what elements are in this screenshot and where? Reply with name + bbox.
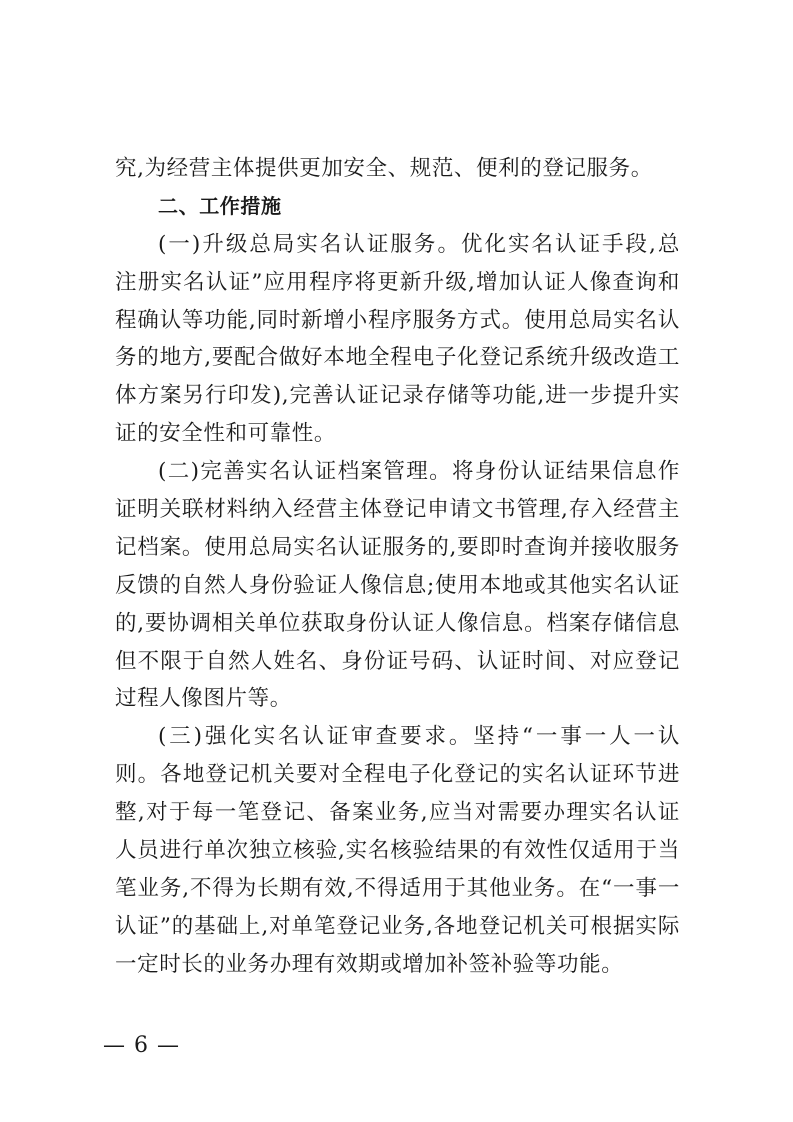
paragraph-line: 程确认等功能,同时新增小程序服务方式。使用总局实名认 — [115, 307, 680, 333]
paragraph-line: 过程人像图片等。 — [115, 686, 292, 712]
paragraph-line: 证的安全性和可靠性。 — [115, 421, 337, 447]
paragraph-line: 记档案。使用总局实名认证服务的,要即时查询并接收服务 — [115, 534, 680, 560]
page-number: — 6 — — [103, 1033, 180, 1058]
paragraph-line: 究,为经营主体提供更加安全、规范、便利的登记服务。 — [115, 156, 653, 181]
paragraph-line: 证明关联材料纳入经营主体登记申请文书管理,存入经营主 — [115, 497, 680, 523]
paragraph-line: (一)升级总局实名认证服务。优化实名认证手段,总 — [158, 231, 680, 257]
paragraph-line: 体方案另行印发),完善认证记录存储等功能,进一步提升实 — [115, 383, 680, 409]
paragraph-line: 笔业务,不得为长期有效,不得适用于其他业务。在“一事一 — [115, 875, 680, 901]
paragraph-line: 整,对于每一笔登记、备案业务,应当对需要办理实名认证 — [115, 800, 680, 826]
paragraph-line: 人员进行单次独立核验,实名核验结果的有效性仅适用于当 — [115, 838, 680, 864]
paragraph-line: 但不限于自然人姓名、身份证号码、认证时间、对应登记 — [115, 648, 680, 674]
body-text — [115, 150, 680, 984]
section-heading: 二、工作措施 — [158, 193, 282, 218]
paragraph-line: (三)强化实名认证审查要求。坚持“一事一人一认 — [158, 724, 680, 750]
paragraph-line: 务的地方,要配合做好本地全程电子化登记系统升级改造工 — [115, 345, 680, 371]
paragraph-line: 则。各地登记机关要对全程电子化登记的实名认证环节进 — [115, 762, 680, 788]
paragraph-line: (二)完善实名认证档案管理。将身份认证结果信息作 — [158, 459, 680, 485]
paragraph-line: 的,要协调相关单位获取身份认证人像信息。档案存储信息 — [115, 610, 680, 636]
paragraph-line: 认证”的基础上,对单笔登记业务,各地登记机关可根据实际 — [115, 913, 680, 939]
paragraph-line: 一定时长的业务办理有效期或增加补签补验等功能。 — [115, 951, 624, 977]
paragraph-line: 反馈的自然人身份验证人像信息;使用本地或其他实名认证 — [115, 572, 680, 598]
paragraph-line: 注册实名认证”应用程序将更新升级,增加认证人像查询和 — [115, 269, 680, 295]
